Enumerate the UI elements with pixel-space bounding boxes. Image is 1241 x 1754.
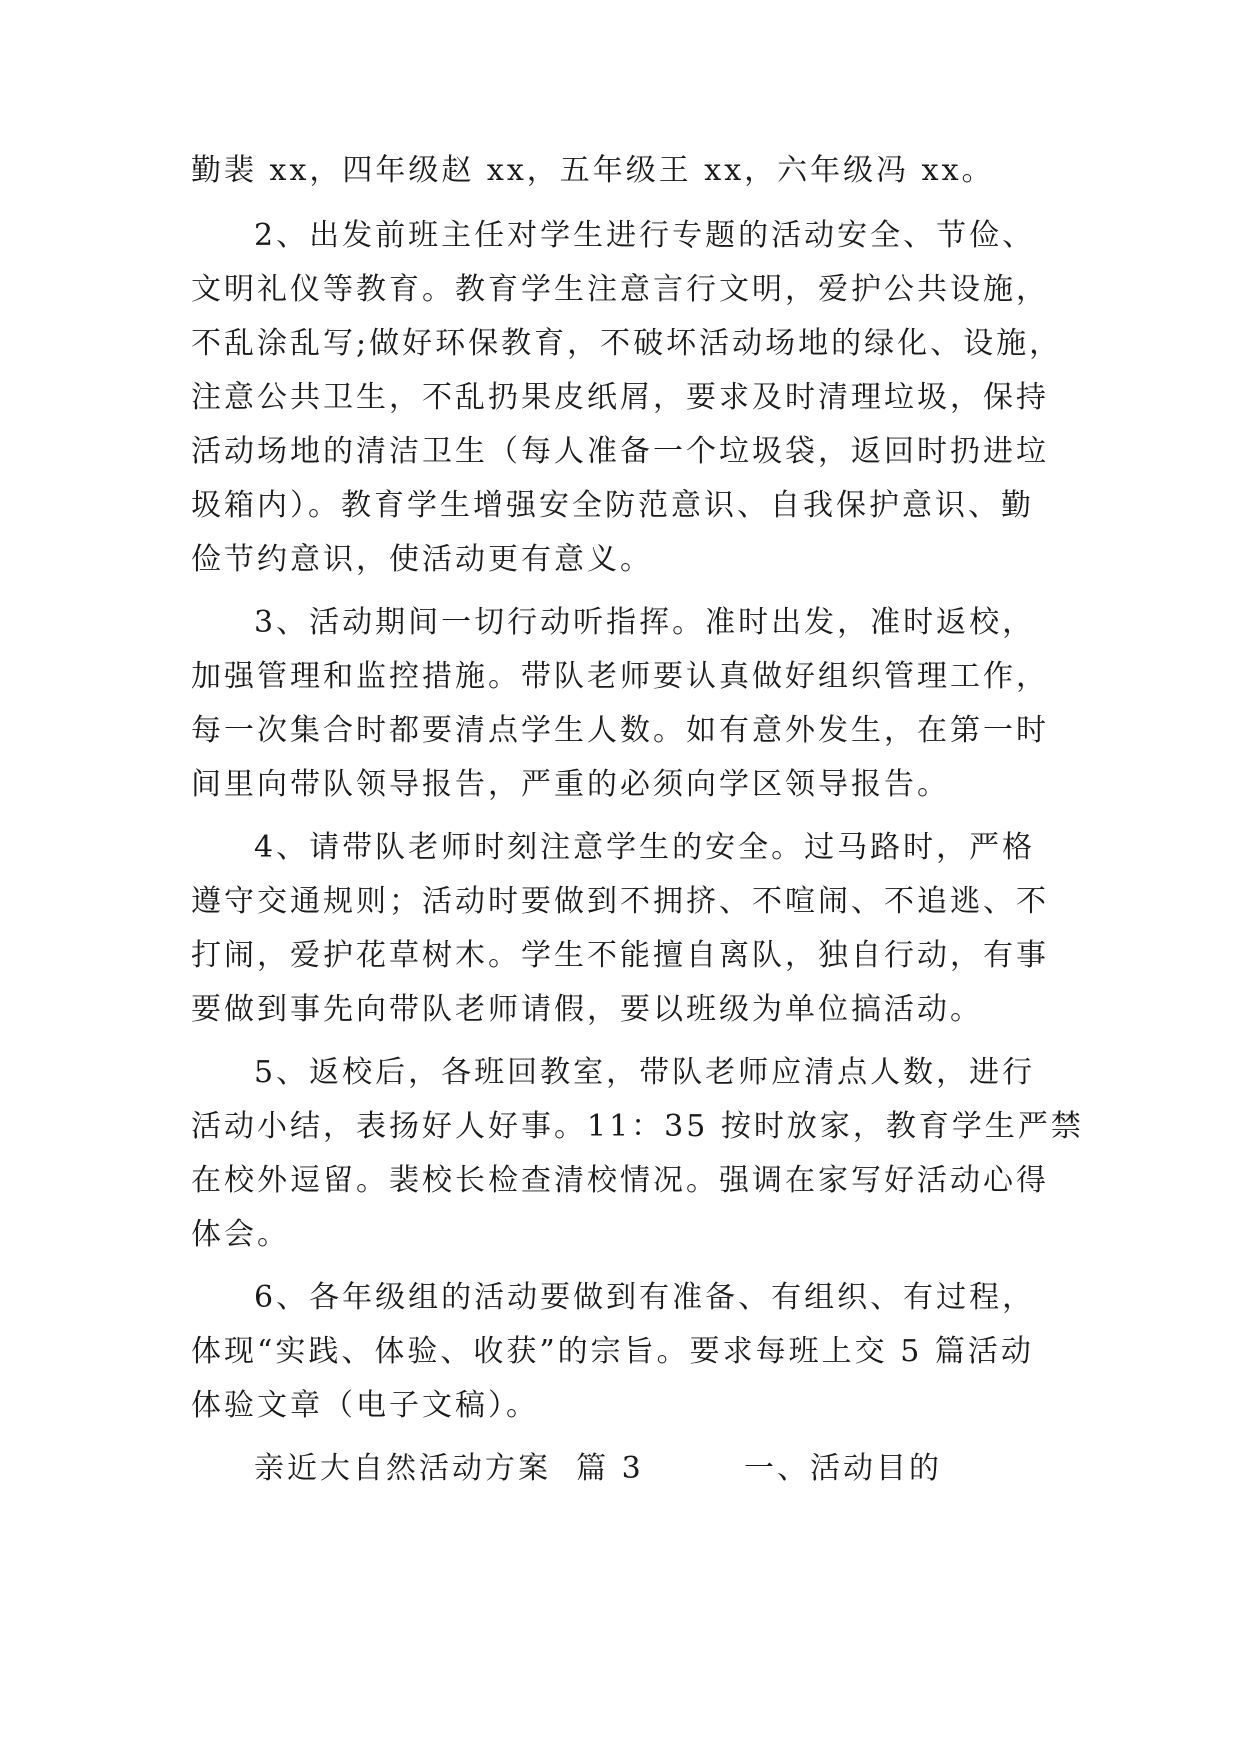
text-line: 注意公共卫生，不乱扔果皮纸屑，要求及时清理垃圾，保持 <box>191 380 1049 415</box>
text-line: 要做到事先向带队老师请假，要以班级为单位搞活动。 <box>191 992 983 1027</box>
text-line: 俭节约意识，使活动更有意义。 <box>191 542 653 577</box>
text-line: 文明礼仪等教育。教育学生注意言行文明，爱护公共设施， <box>191 272 1049 307</box>
paragraph-2-start: 2、出发前班主任对学生进行专题的活动安全、节俭、 <box>254 218 1036 253</box>
text-line: 活动小结，表扬好人好事。11：35 按时放家，教育学生严禁 <box>191 1109 1084 1144</box>
text-line: 勤裴 xx，四年级赵 xx，五年级王 xx，六年级冯 xx。 <box>191 153 995 188</box>
text-line: 加强管理和监控措施。带队老师要认真做好组织管理工作， <box>191 659 1049 694</box>
text-line: 活动场地的清洁卫生（每人准备一个垃圾袋，返回时扔进垃 <box>191 434 1049 469</box>
text-line: 体会。 <box>191 1217 290 1252</box>
paragraph-3-start: 3、活动期间一切行动听指挥。准时出发，准时返校， <box>254 605 1036 640</box>
text-line: 不乱涂乱写;做好环保教育，不破坏活动场地的绿化、设施， <box>191 326 1063 361</box>
text-line: 在校外逗留。裴校长检查清校情况。强调在家写好活动心得 <box>191 1163 1049 1198</box>
text-line: 遵守交通规则；活动时要做到不拥挤、不喧闹、不追逃、不 <box>191 884 1049 919</box>
text-line: 间里向带队领导报告，严重的必须向学区领导报告。 <box>191 767 950 802</box>
text-line: 体验文章（电子文稿）。 <box>191 1388 539 1423</box>
text-line: 每一次集合时都要清点学生人数。如有意外发生，在第一时 <box>191 713 1049 748</box>
paragraph-4-start: 4、请带队老师时刻注意学生的安全。过马路时，严格 <box>254 830 1036 865</box>
text-line: 圾箱内）。教育学生增强安全防范意识、自我保护意识、勤 <box>191 488 1034 523</box>
text-line: 体现“实践、体验、收获”的宗旨。要求每班上交 5 篇活动 <box>191 1334 1034 1369</box>
section-heading: 亲近大自然活动方案 篇 3 一、活动目的 <box>254 1451 942 1486</box>
paragraph-5-start: 5、返校后，各班回教室，带队老师应清点人数，进行 <box>254 1055 1036 1090</box>
paragraph-6-start: 6、各年级组的活动要做到有准备、有组织、有过程， <box>254 1280 1036 1315</box>
text-line: 打闹，爱护花草树木。学生不能擅自离队，独自行动，有事 <box>191 938 1049 973</box>
